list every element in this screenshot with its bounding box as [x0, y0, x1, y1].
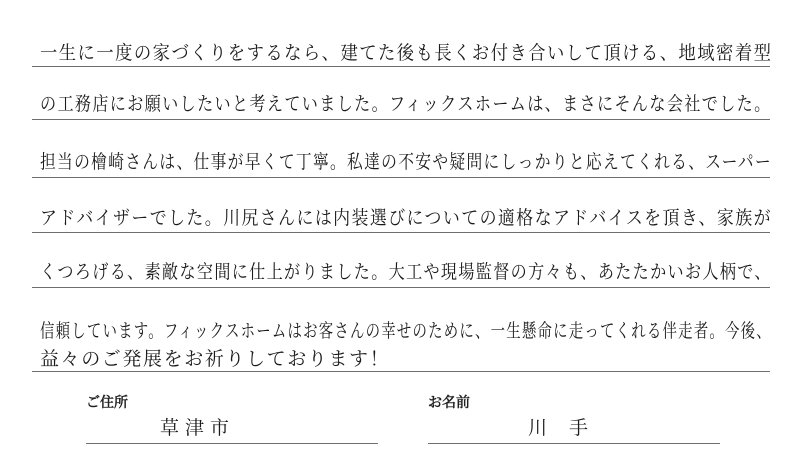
- ruled-line: [32, 119, 770, 120]
- letter-line-4: アドバイザーでした。川尻さんには内装選びについての適格なアドバイスを頂き、家族が: [40, 207, 772, 229]
- address-underline: [86, 443, 378, 444]
- address-value: 草津市: [160, 417, 236, 439]
- letter-line-7: 益々のご発展をお祈りしております！: [40, 348, 391, 370]
- ruled-line: [32, 232, 770, 233]
- letter-line-1: 一生に一度の家づくりをするなら、建てた後も長くお付き合いして頂ける、地域密着型: [40, 42, 773, 64]
- address-label: ご住所: [86, 394, 128, 410]
- letter-line-2: の工務店にお願いしたいと考えていました。フィックスホームは、まさにそんな会社でした。: [40, 93, 772, 115]
- letter-line-3: 担当の檜崎さんは、仕事が早くて丁寧。私達の不安や疑問にしっかりと応えてくれる、スーパー: [40, 151, 772, 173]
- ruled-line: [32, 371, 770, 372]
- ruled-line: [32, 287, 770, 288]
- ruled-line: [32, 66, 770, 67]
- letter-line-5: くつろげる、素敵な空間に仕上がりました。大工や現場監督の方々も、あたたかいお人柄で、: [40, 261, 772, 283]
- name-underline: [428, 443, 720, 444]
- ruled-line: [32, 177, 770, 178]
- name-label: お名前: [428, 394, 470, 410]
- letter-line-6: 信頼しています。フィックスホームはお客さんの幸せのために、一生懸命に走ってくれる伴走者。今後、: [40, 320, 772, 342]
- name-value: 川手: [528, 417, 611, 439]
